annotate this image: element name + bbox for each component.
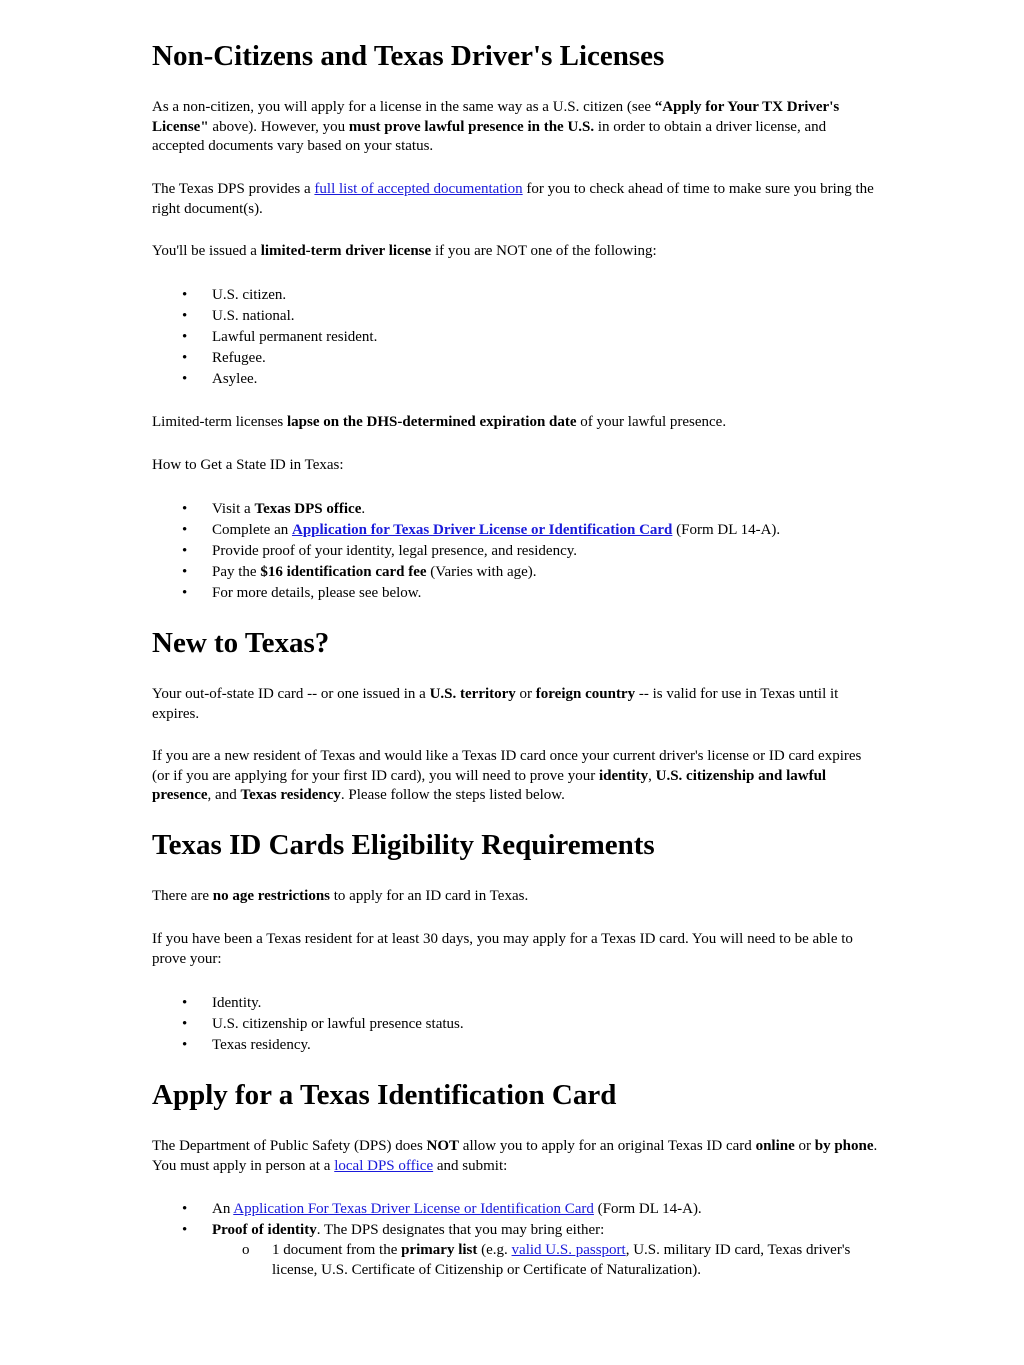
heading-new-to-texas: New to Texas? [152, 627, 330, 659]
list-item: • Visit a Texas DPS office. [152, 499, 882, 520]
paragraph-how-to: How to Get a State ID in Texas: [152, 457, 344, 473]
list-item: • Texas residency. [152, 1035, 882, 1056]
link-valid-passport[interactable]: valid U.S. passport [511, 1242, 626, 1258]
list-item: • An Application For Texas Driver License or Identification Card (Form DL 14-A). [152, 1199, 882, 1220]
paragraph-limited-term: You'll be issued a limited-term driver license if you are NOT one of the following: [152, 243, 657, 259]
list-item: • For more details, please see below. [152, 583, 882, 604]
list-item: • Identity. [152, 993, 882, 1014]
paragraph-non-citizen-apply: As a non-citizen, you will apply for a license in the same way as a U.S. citizen (see “Apply for Your TX Driver's License" above). However, you must prove lawful presence in the U.S. in order to obtain a driver license, and accepted documents vary based on your status. [152, 99, 840, 154]
paragraph-age-restrictions: There are no age restrictions to apply for an ID card in Texas. [152, 888, 529, 904]
paragraph-new-resident: If you are a new resident of Texas and would like a Texas ID card once your current driver's license or ID card expires (or if you are applying for your first ID card), you will need to prove your identity, U.S. citizenship and lawful presence, and Texas residency. Please follow the steps listed below. [152, 748, 862, 803]
list-item: • U.S. citizenship or lawful presence status. [152, 1014, 882, 1035]
list-item: • U.S. national. [152, 306, 882, 327]
list-item: • Pay the $16 identification card fee (Varies with age). [152, 562, 882, 583]
link-accepted-documentation[interactable]: full list of accepted documentation [314, 181, 523, 197]
status-list [152, 285, 882, 390]
heading-non-citizens: Non-Citizens and Texas Driver's Licenses [152, 40, 665, 72]
paragraph-resident-30-days: If you have been a Texas resident for at least 30 days, you may apply for a Texas ID card. You will need to be able to prove your: [152, 931, 853, 967]
paragraph-lapse: Limited-term licenses lapse on the DHS-determined expiration date of your lawful presence. [152, 414, 727, 430]
list-item: • U.S. citizen. [152, 285, 882, 306]
heading-apply-id-card: Apply for a Texas Identification Card [152, 1079, 617, 1111]
submit-list [152, 1199, 882, 1280]
list-item: • Complete an Application for Texas Driver License or Identification Card (Form DL 14-A). [152, 520, 882, 541]
link-local-dps-office[interactable]: local DPS office [334, 1157, 434, 1174]
link-application-form[interactable]: Application For Texas Driver License or Identification Card [233, 1201, 594, 1217]
paragraph-dps-documentation: The Texas DPS provides a full list of accepted documentation for you to check ahead of time to make sure you bring the right document(s). [152, 181, 874, 217]
list-item: • Refugee. [152, 348, 882, 369]
identity-sublist [212, 1241, 882, 1280]
list-item: • Lawful permanent resident. [152, 327, 882, 348]
heading-eligibility: Texas ID Cards Eligibility Requirements [152, 829, 655, 861]
eligibility-list [152, 993, 882, 1056]
list-item: • Provide proof of your identity, legal presence, and residency. [152, 541, 882, 562]
list-item: • Asylee. [152, 369, 882, 390]
list-item: • Proof of identity. The DPS designates that you may bring either: o 1 document from the primary list (e.g. valid U.S. passport, U.S. military ID card, Texas driver's license, U.S. Certificate of Citizenship or Certificate of Naturalization). [152, 1220, 882, 1280]
sub-list-item: o 1 document from the primary list (e.g. valid U.S. passport, U.S. military ID card, Texas driver's license, U.S. Certificate of Citizenship or Certificate of Naturalization). [212, 1241, 882, 1280]
link-application-form-bold[interactable]: Application for Texas Driver License or Identification Card [291, 522, 673, 538]
paragraph-dps-in-person: The Department of Public Safety (DPS) does NOT allow you to apply for an original Texas ID card online or by phone. You must apply in person at a local DPS office and submit: [152, 1138, 878, 1174]
steps-list [152, 499, 882, 604]
paragraph-out-of-state: Your out-of-state ID card -- or one issued in a U.S. territory or foreign country -- is valid for use in Texas until it expires. [152, 686, 839, 722]
